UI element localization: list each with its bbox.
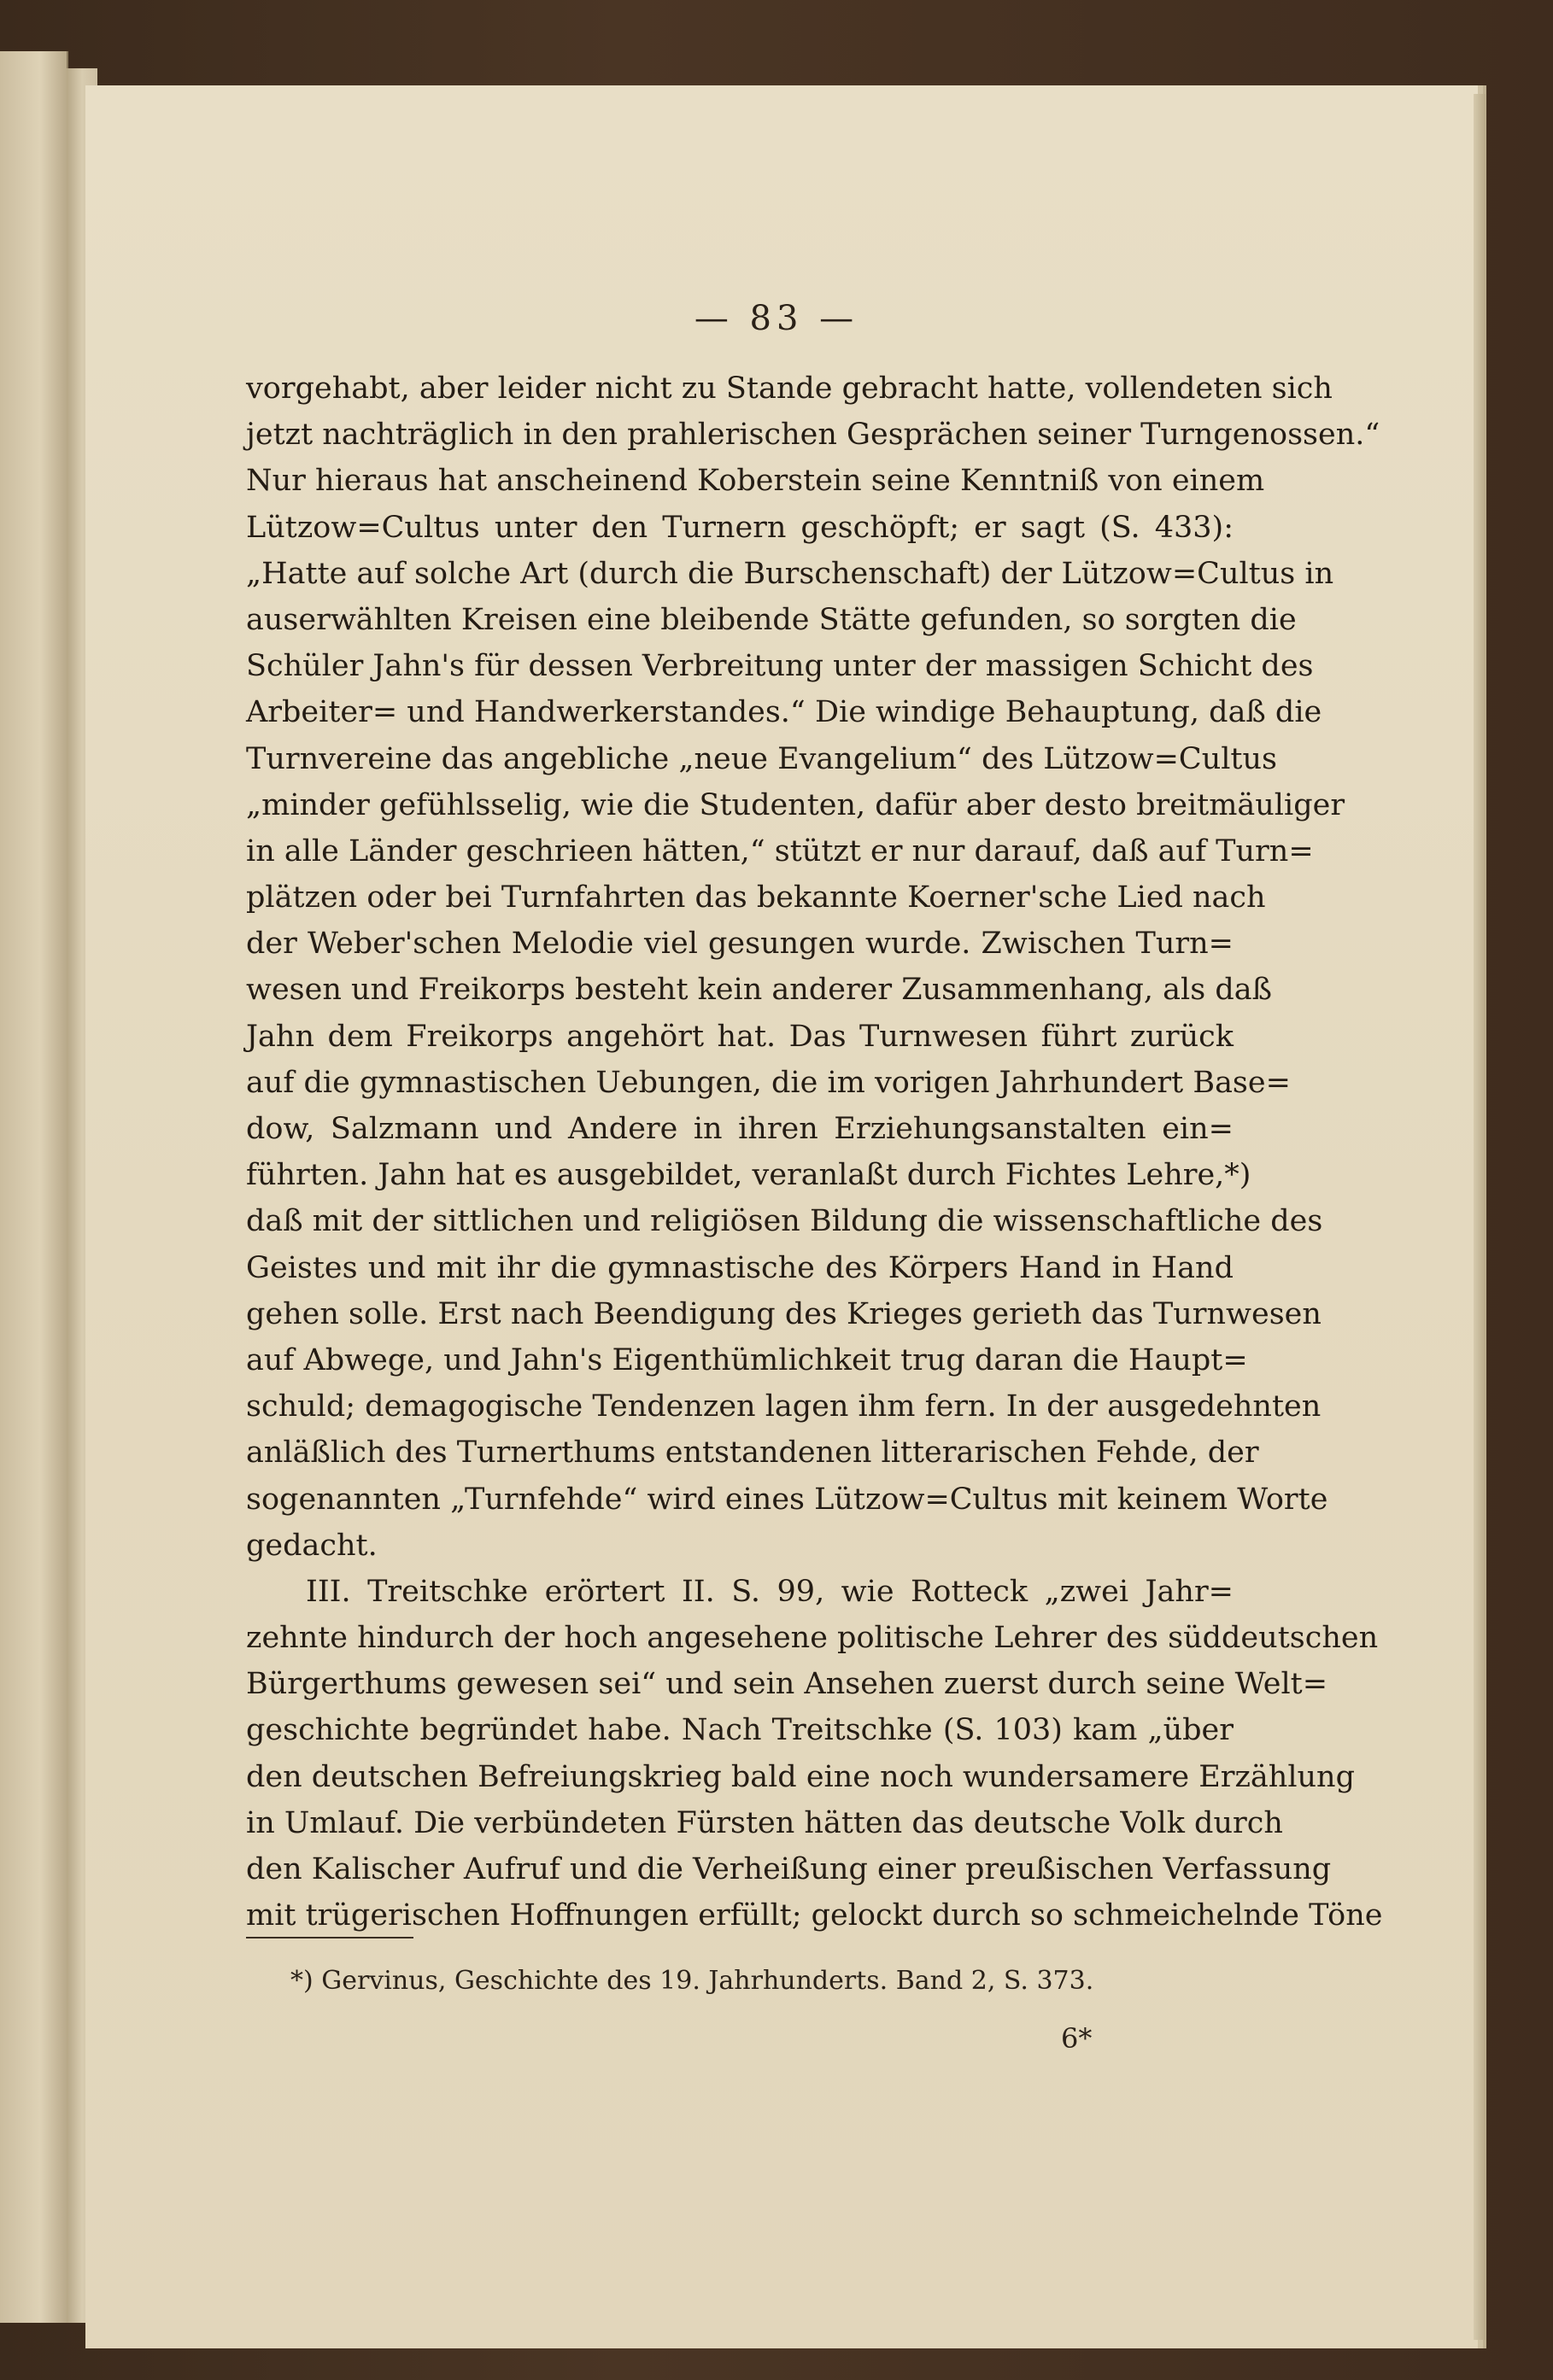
text-line: Schüler Jahn's für dessen Verbreitung unter der massigen Schicht des [246,649,1314,684]
text-line: den Kalischer Aufruf und die Verheißung einer preußischen Verfassung [246,1852,1332,1886]
signature-mark: 6* [1061,2022,1093,2055]
page-number: — 83 — [694,299,859,338]
text-line: anläßlich des Turnerthums entstandenen litterarischen Fehde, der [246,1436,1259,1471]
text-line: gedacht. [246,1528,378,1563]
text-line: „Hatte auf solche Art (durch die Burschenschaft) der Lützow=Cultus in [246,556,1334,591]
footnote-rule [246,1937,413,1939]
text-line: Turnvereine das angebliche „neue Evangelium“ des Lützow=Cultus [246,741,1278,776]
text-line: Nur hieraus hat anscheinend Koberstein seine Kenntniß von einem [246,464,1265,499]
text-line: auf die gymnastischen Uebungen, die im vorigen Jahrhundert Base= [246,1065,1291,1100]
text-line: wesen und Freikorps besteht kein anderer Zusammenhang, als daß [246,973,1272,1008]
text-line: gehen solle. Erst nach Beendigung des Krieges gerieth das Turnwesen [246,1296,1322,1331]
body-text [246,365,1383,1939]
text-line: Lützow=Cultus unter den Turnern geschöpft; er sagt (S. 433): [246,510,1234,545]
text-line: auserwählten Kreisen eine bleibende Stätte gefunden, so sorgten die [246,602,1297,637]
text-line: Bürgerthums gewesen sei“ und sein Ansehen zuerst durch seine Welt= [246,1667,1328,1702]
text-line: Jahn dem Freikorps angehört hat. Das Turnwesen führt zurück [246,1019,1234,1054]
text-line: mit trügerischen Hoffnungen erfüllt; gelockt durch so schmeichelnde Töne [246,1898,1383,1933]
text-line: plätzen oder bei Turnfahrten das bekannte Koerner'sche Lied nach [246,880,1266,915]
text-line: zehnte hindurch der hoch angesehene politische Lehrer des süddeutschen [246,1621,1379,1656]
text-line: in alle Länder geschrieen hätten,“ stützt er nur darauf, daß auf Turn= [246,833,1314,868]
text-line: Geistes und mit ihr die gymnastische des Körpers Hand in Hand [246,1250,1234,1285]
text-line: Arbeiter= und Handwerkerstandes.“ Die windige Behauptung, daß die [246,695,1322,730]
text-line: den deutschen Befreiungskrieg bald eine noch wundersamere Erzählung [246,1759,1356,1794]
text-line: III. Treitschke erörtert II. S. 99, wie Rotteck „zwei Jahr= [306,1574,1234,1609]
facing-page-edge [0,51,68,2323]
text-line: geschichte begründet habe. Nach Treitschke (S. 103) kam „über [246,1713,1234,1748]
footnote: *) Gervinus, Geschichte des 19. Jahrhunderts. Band 2, S. 373. [290,1966,1094,1996]
text-line: „minder gefühlsselig, wie die Studenten, dafür aber desto breitmäuliger [246,787,1345,822]
text-line: auf Abwege, und Jahn's Eigenthümlichkeit trug daran die Haupt= [246,1342,1248,1377]
text-line: in Umlauf. Die verbündeten Fürsten hätten das deutsche Volk durch [246,1805,1283,1840]
text-line: vorgehabt, aber leider nicht zu Stande gebracht hatte, vollendeten sich [246,371,1333,406]
text-line: sogenannten „Turnfehde“ wird eines Lützow=Cultus mit keinem Worte [246,1482,1328,1517]
text-line: führten. Jahn hat es ausgebildet, veranlaßt durch Fichtes Lehre,*) [246,1158,1251,1193]
page-stack-edge [1474,94,1486,2340]
text-line: der Weber'schen Melodie viel gesungen wurde. Zwischen Turn= [246,927,1234,962]
text-line: jetzt nachträglich in den prahlerischen Gesprächen seiner Turngenossen.“ [246,418,1380,453]
text-line: schuld; demagogische Tendenzen lagen ihm fern. In der ausgedehnten [246,1389,1322,1424]
text-line: daß mit der sittlichen und religiösen Bildung die wissenschaftliche des [246,1204,1323,1239]
text-line: dow, Salzmann und Andere in ihren Erziehungsanstalten ein= [246,1112,1234,1146]
